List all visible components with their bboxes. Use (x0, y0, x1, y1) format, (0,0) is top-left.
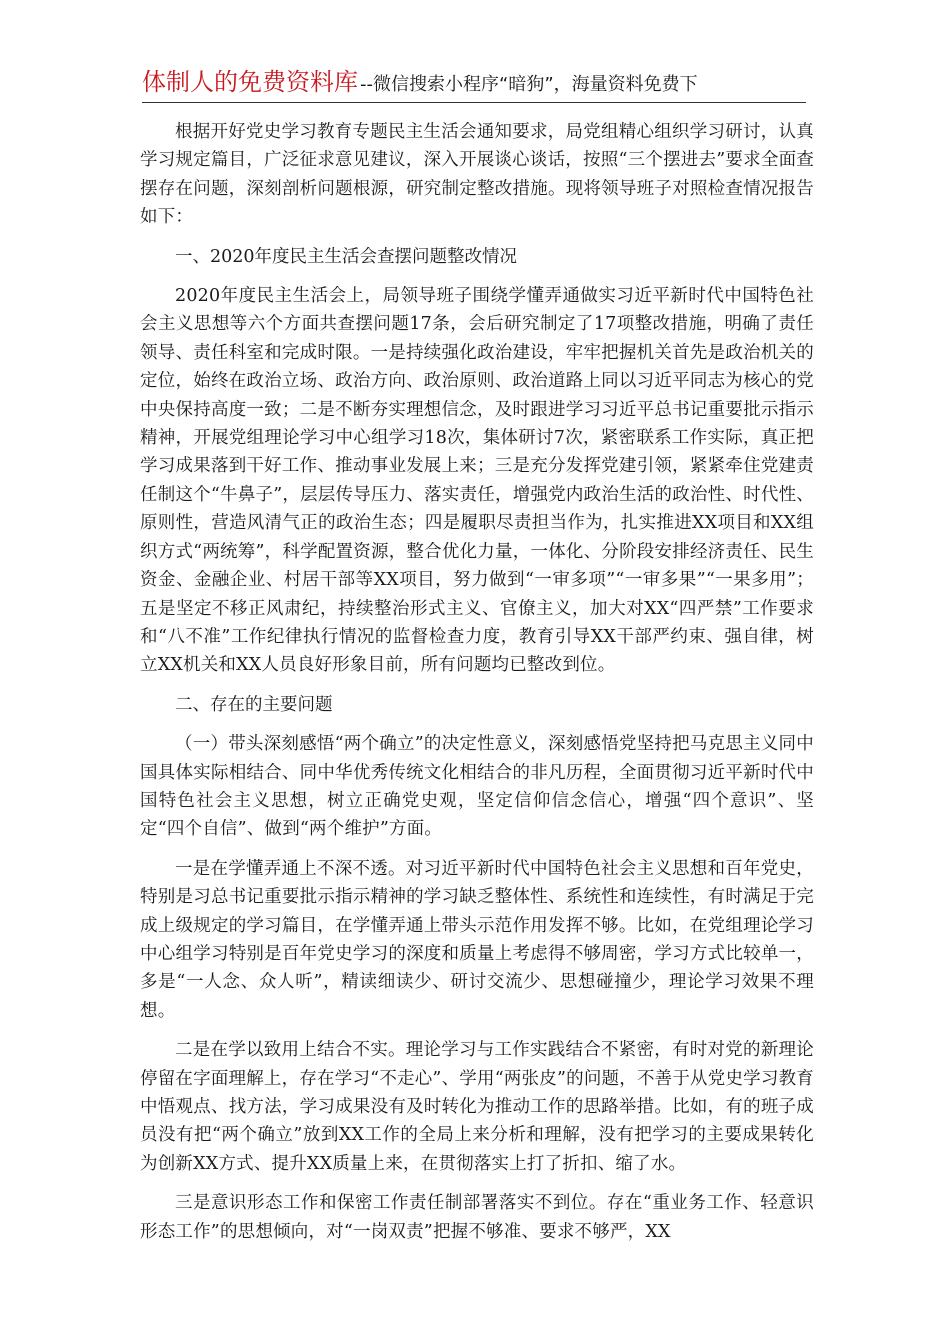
document-body (140, 118, 814, 1257)
point3-paragraph: 三是意识形态工作和保密工作责任制部署落实不到位。存在“重业务工作、轻意识形态工作”的思想倾向，对“一岗双责”把握不够准、要求不够严，XX (140, 1193, 814, 1242)
page-header (142, 62, 806, 103)
section1-heading: 一、2020年度民主生活会查摆问题整改情况 (175, 246, 518, 267)
intro-paragraph: 根据开好党史学习教育专题民主生活会通知要求，局党组精心组织学习研讨，认真学习规定篇目，广泛征求意见建议，深入开展谈心谈话，按照“三个摆进去”要求全面查摆存在问题，深刻剖析问题根源，研究制定整改措施。现将领导班子对照检查情况报告如下： (140, 122, 814, 228)
header-tagline: --微信搜索小程序“暗狗”，海量资料免费下 (360, 74, 698, 95)
section1-paragraph: 2020年度民主生活会上，局领导班子围绕学懂弄通做实习近平新时代中国特色社会主义思想等六个方面共查摆问题17条，会后研究制定了17项整改措施，明确了责任领导、责任科室和完成时限。一是持续强化政治建设，牢牢把握机关首先是政治机关的定位，始终在政治立场、政治方向、政治原则、政治道路上同以习近平同志为核心的党中央保持高度一致；二是不断夯实理想信念，及时跟进学习习近平总书记重要批示指示精神，开展党组理论学习中心组学习18次，集体研讨7次，紧密联系工作实际，真正把学习成果落到干好工作、推动事业发展上来；三是充分发挥党建引领，紧紧牵住党建责任制这个“牛鼻子”，层层传导压力、落实责任，增强党内政治生活的政治性、时代性、原则性，营造风清气正的政治生态；四是履职尽责担当作为，扎实推进XX项目和XX组织方式“两统筹”，科学配置资源，整合优化力量，一体化、分阶段安排经济责任、民生资金、金融企业、村居干部等XX项目，努力做到“一审多项”“一审多果”“一果多用”；五是坚定不移正风肃纪，持续整治形式主义、官僚主义，加大对XX“四严禁”工作要求和“八不准”工作纪律执行情况的监督检查力度，教育引导XX干部严约束、强自律，树立XX机关和XX人员良好形象目前，所有问题均已整改到位。 (140, 286, 814, 676)
point1-paragraph: 一是在学懂弄通上不深不透。对习近平新时代中国特色社会主义思想和百年党史，特别是习总书记重要批示指示精神的学习缺乏整体性、系统性和连续性，有时满足于完成上级规定的学习篇目，在学懂弄通上带头示范作用发挥不够。比如，在党组理论学习中心组学习特别是百年党史学习的深度和质量上考虑得不够周密，学习方式比较单一，多是“一人念、众人听”，精读细读少、研讨交流少、思想碰撞少，理论学习效果不理想。 (140, 858, 814, 1021)
point2-paragraph: 二是在学以致用上结合不实。理论学习与工作实践结合不紧密，有时对党的新理论停留在字面理解上，存在学习“不走心”、学用“两张皮”的问题，不善于从党史学习教育中悟观点、找方法，学习成果没有及时转化为推动工作的思路举措。比如，有的班子成员没有把“两个确立”放到XX工作的全局上来分析和理解，没有把学习的主要成果转化为创新XX方式、提升XX质量上来，在贯彻落实上打了折扣、缩了水。 (140, 1040, 814, 1174)
subsection1-heading: （一）带头深刻感悟“两个确立”的决定性意义，深刻感悟党坚持把马克思主义同中国具体实际相结合、同中华优秀传统文化相结合的非凡历程，全面贯彻习近平新时代中国特色社会主义思想，树立正确党史观，坚定信仰信念信心，增强“四个意识”、坚定“四个自信”、做到“两个维护”方面。 (140, 734, 814, 840)
section2-heading: 二、存在的主要问题 (175, 694, 333, 715)
header-brand: 体制人的免费资料库 (142, 68, 358, 96)
